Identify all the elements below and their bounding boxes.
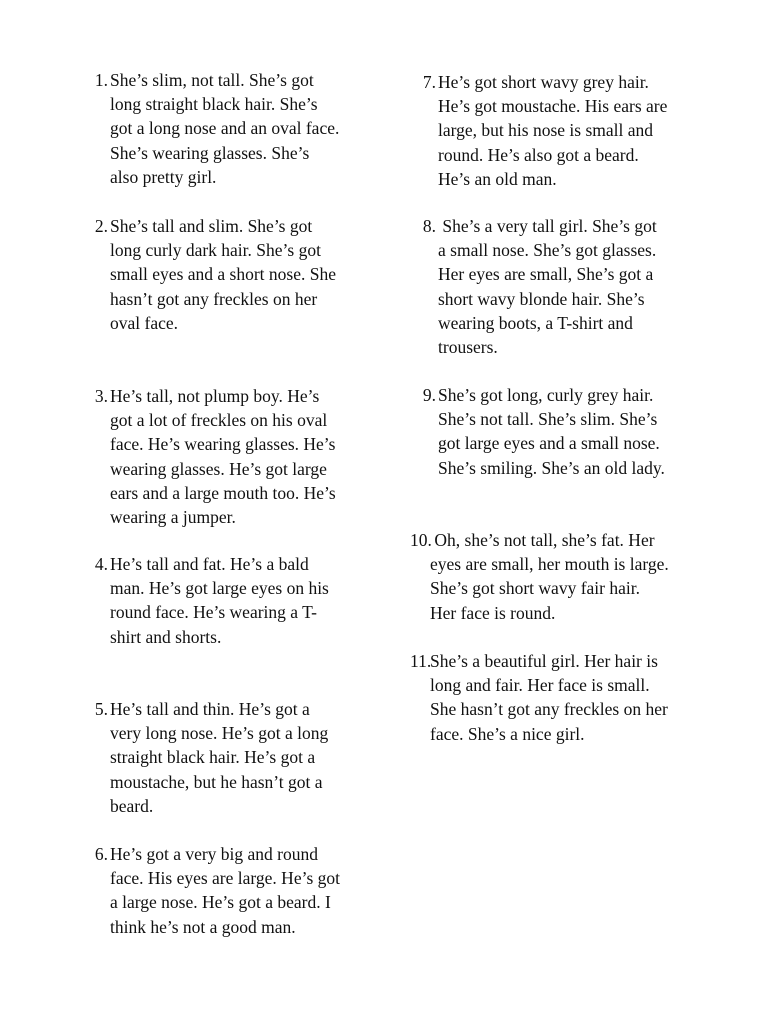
text-line: eyes are small, her mouth is large. — [430, 554, 669, 575]
text-line: oval face. — [110, 312, 179, 333]
text-line: long curly dark hair. She’s got — [110, 240, 321, 261]
text-line: moustache, but he hasn’t got a — [110, 771, 323, 792]
text-line: got a lot of freckles on his oval — [110, 410, 328, 431]
text-line: a small nose. She’s got glasses. — [438, 240, 657, 261]
text-line: He’s tall and fat. He’s a bald — [110, 554, 309, 574]
item-text — [110, 68, 400, 189]
description-item-4 — [94, 552, 400, 649]
description-item-1 — [94, 68, 400, 189]
item-text — [438, 70, 738, 191]
text-line: got large eyes and a small nose. — [438, 433, 660, 454]
item-text — [110, 384, 400, 529]
text-line: She’s slim, not tall. She’s got — [110, 70, 314, 90]
description-item-9 — [422, 383, 738, 480]
text-line: very long nose. He’s got a long — [110, 723, 329, 744]
description-item-5 — [94, 697, 400, 818]
item-number: 9. — [422, 385, 436, 405]
text-line: wearing boots, a T-shirt and — [438, 312, 633, 333]
item-number: 11. — [410, 651, 432, 671]
item-text — [110, 552, 400, 649]
text-line: shirt and shorts. — [110, 626, 222, 647]
text-line: think he’s not a good man. — [110, 916, 296, 937]
description-item-6 — [94, 842, 400, 939]
text-line: Her eyes are small, She’s got a — [438, 264, 654, 285]
item-number: 10. — [410, 530, 432, 550]
text-line: face. He’s wearing glasses. He’s — [110, 434, 336, 455]
item-text — [110, 697, 400, 818]
description-item-11 — [410, 649, 730, 746]
text-line: She’s got long, curly grey hair. — [438, 385, 654, 405]
text-line: She’s a beautiful girl. Her hair is — [430, 651, 658, 671]
text-line: She’s smiling. She’s an old lady. — [438, 457, 665, 478]
text-line: He’s tall and thin. He’s got a — [110, 699, 310, 719]
text-line: She’s tall and slim. She’s got — [110, 216, 313, 236]
text-line: round. He’s also got a beard. — [438, 144, 639, 165]
text-line: She’s a very tall girl. She’s got — [438, 216, 657, 236]
item-text — [438, 214, 738, 359]
item-number: 4. — [94, 554, 108, 574]
item-number: 7. — [422, 72, 436, 92]
text-line: beard. — [110, 795, 154, 816]
text-line: trousers. — [438, 337, 498, 358]
text-line: He’s an old man. — [438, 168, 557, 189]
text-line: She hasn’t got any freckles on her — [430, 699, 668, 720]
item-number: 6. — [94, 844, 108, 864]
text-line: short wavy blonde hair. She’s — [438, 288, 645, 309]
item-text — [110, 842, 400, 939]
text-line: wearing a jumper. — [110, 507, 236, 528]
text-line: large, but his nose is small and — [438, 120, 653, 141]
text-line: She’s got short wavy fair hair. — [430, 578, 640, 599]
text-line: straight black hair. He’s got a — [110, 747, 316, 768]
text-line: man. He’s got large eyes on his — [110, 578, 329, 599]
item-text — [110, 214, 400, 335]
text-line: He’s got moustache. His ears are — [438, 96, 668, 117]
text-line: got a long nose and an oval face. — [110, 118, 340, 139]
text-line: face. His eyes are large. He’s got — [110, 868, 340, 889]
text-line: face. She’s a nice girl. — [430, 723, 585, 744]
item-number: 8. — [422, 216, 436, 236]
text-line: small eyes and a short nose. She — [110, 264, 336, 285]
text-line: wearing glasses. He’s got large — [110, 458, 327, 479]
text-line: round face. He’s wearing a T- — [110, 602, 318, 623]
text-line: Oh, she’s not tall, she’s fat. Her — [430, 530, 655, 550]
description-item-10 — [410, 528, 730, 625]
text-line: also pretty girl. — [110, 166, 217, 187]
text-line: She’s not tall. She’s slim. She’s — [438, 409, 658, 430]
item-number: 3. — [94, 386, 108, 406]
text-line: Her face is round. — [430, 602, 556, 623]
item-number: 2. — [94, 216, 108, 236]
text-line: ears and a large mouth too. He’s — [110, 482, 336, 503]
text-line: a large nose. He’s got a beard. I — [110, 892, 331, 913]
text-line: long straight black hair. She’s — [110, 94, 318, 115]
text-line: He’s got a very big and round — [110, 844, 319, 864]
description-item-2 — [94, 214, 400, 335]
description-item-7 — [422, 70, 738, 191]
text-line: He’s got short wavy grey hair. — [438, 72, 649, 92]
description-item-3 — [94, 384, 400, 529]
item-text — [438, 383, 738, 480]
text-line: He’s tall, not plump boy. He’s — [110, 386, 320, 406]
text-line: long and fair. Her face is small. — [430, 675, 650, 696]
text-line: hasn’t got any freckles on her — [110, 288, 318, 309]
item-number: 5. — [94, 699, 108, 719]
item-text — [430, 649, 730, 746]
description-item-8 — [422, 214, 738, 359]
item-number: 1. — [94, 70, 108, 90]
text-line: She’s wearing glasses. She’s — [110, 142, 310, 163]
item-text — [430, 528, 730, 625]
